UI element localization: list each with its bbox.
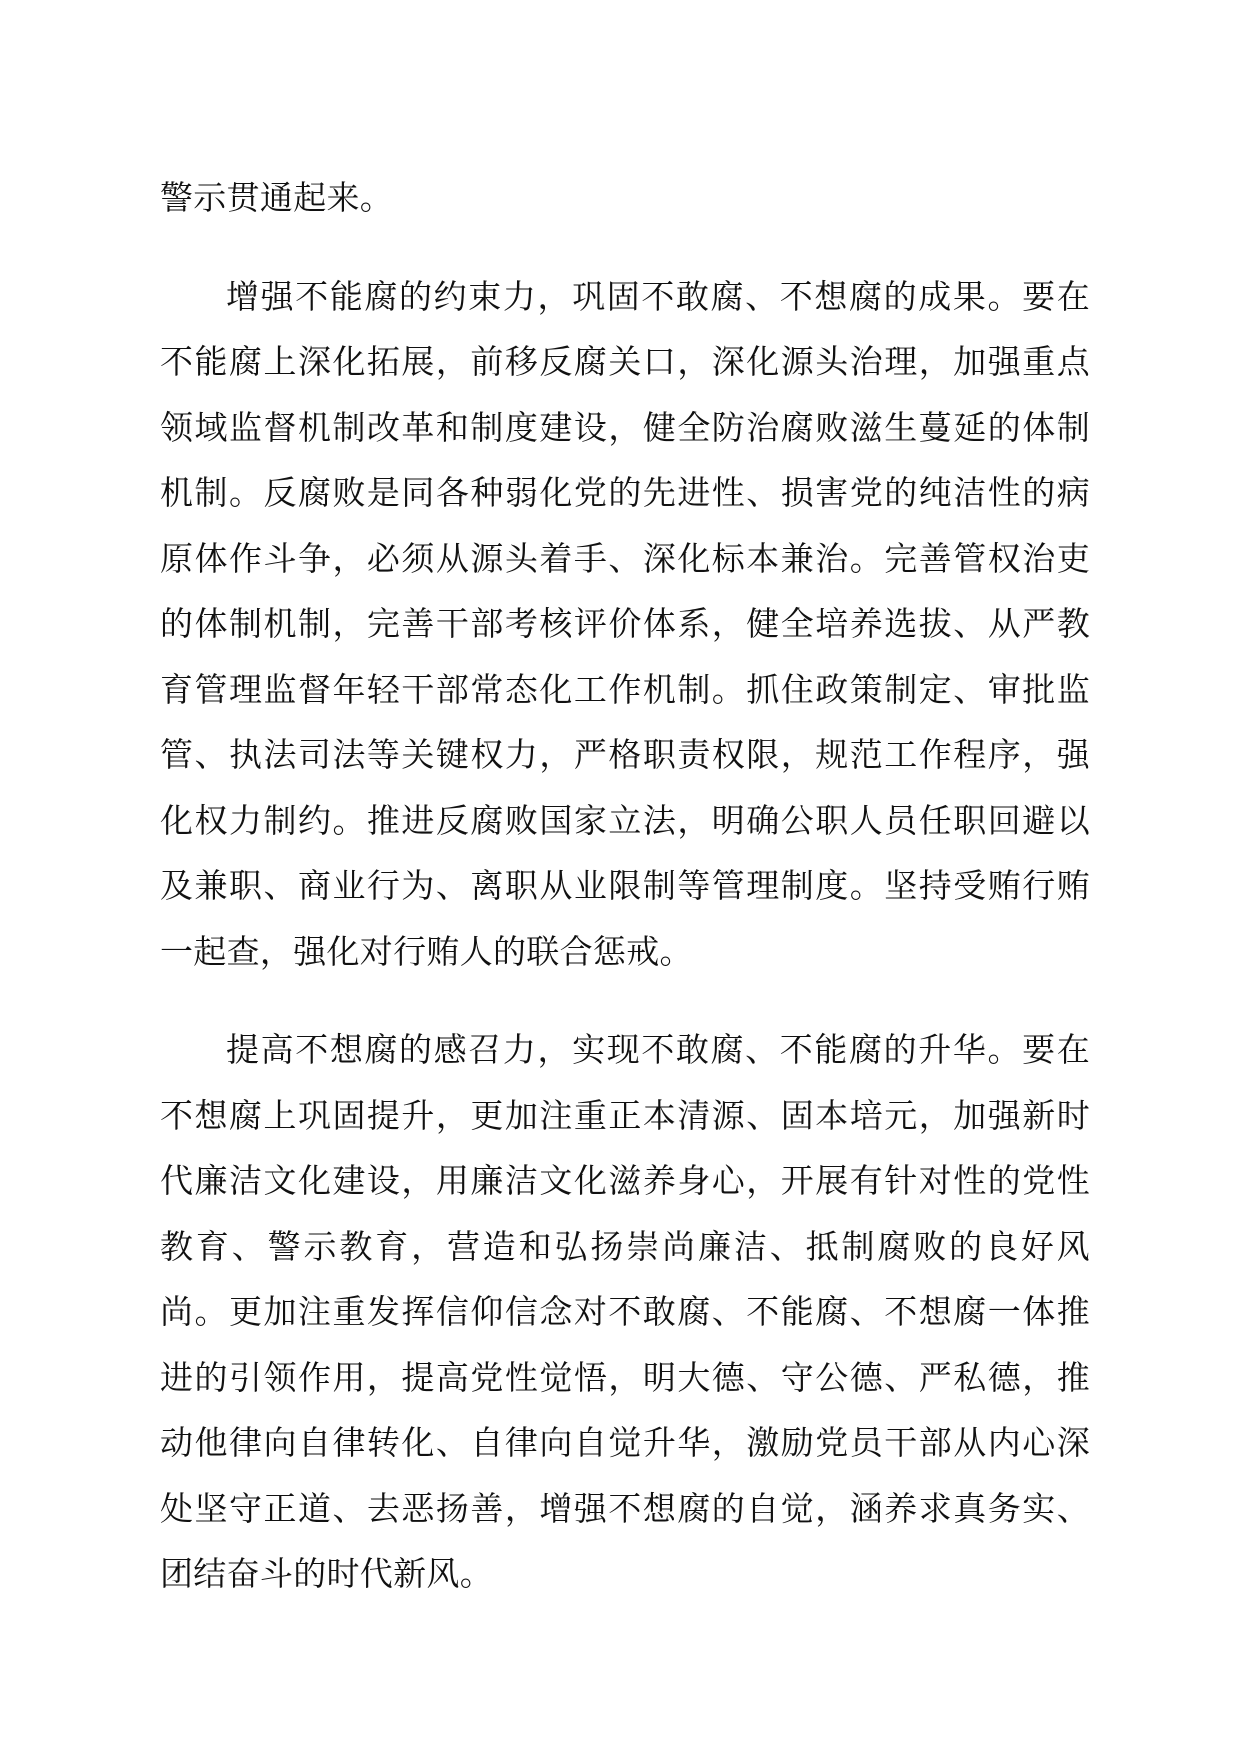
paragraph-continuation — [160, 165, 1090, 231]
paragraph-text: 要在不想腐上巩固提升，更加注重正本清源、固本培元，加强新时代廉洁文化建设，用廉洁文化滋养身心，开展有针对性的党性教育、警示教育，营造和弘扬崇尚廉洁、抵制腐败的良好风尚。更加注重发挥信仰信念对不敢腐、不能腐、不想腐一体推进的引领作用，提高党性觉悟，明大德、守公德、严私德，推动他律向自律转化、自律向自觉升华，激励党员干部从内心深处坚守正道、去恶扬善，增强不想腐的自觉，涵养求真务实、团结奋斗的时代新风。 — [160, 1030, 1090, 1593]
paragraph-text: 要在不能腐上深化拓展，前移反腐关口，深化源头治理，加强重点领域监督机制改革和制度建设，健全防治腐败滋生蔓延的体制机制。反腐败是同各种弱化党的先进性、损害党的纯洁性的病原体作斗争，必须从源头着手、深化标本兼治。完善管权治吏的体制机制，完善干部考核评价体系，健全培养选拔、从严教育管理监督年轻干部常态化工作机制。抓住政策制定、审批监管、执法司法等关键权力，严格职责权限，规范工作程序，强化权力制约。推进反腐败国家立法，明确公职人员任职回避以及兼职、商业行为、离职从业限制等管理制度。坚持受贿行贿一起查，强化对行贿人的联合惩戒。 — [160, 276, 1090, 971]
paragraph-lead-sentence: 提高不想腐的感召力，实现不敢腐、不能腐的升华。 — [226, 1030, 1023, 1069]
paragraph-lead-sentence: 增强不能腐的约束力，巩固不敢腐、不想腐的成果。 — [226, 276, 1023, 316]
paragraph-appeal — [160, 1017, 1090, 1607]
paragraph-text: 警示贯通起来。 — [160, 178, 394, 217]
paragraph-constraint — [160, 264, 1090, 985]
document-body — [160, 165, 1090, 1640]
